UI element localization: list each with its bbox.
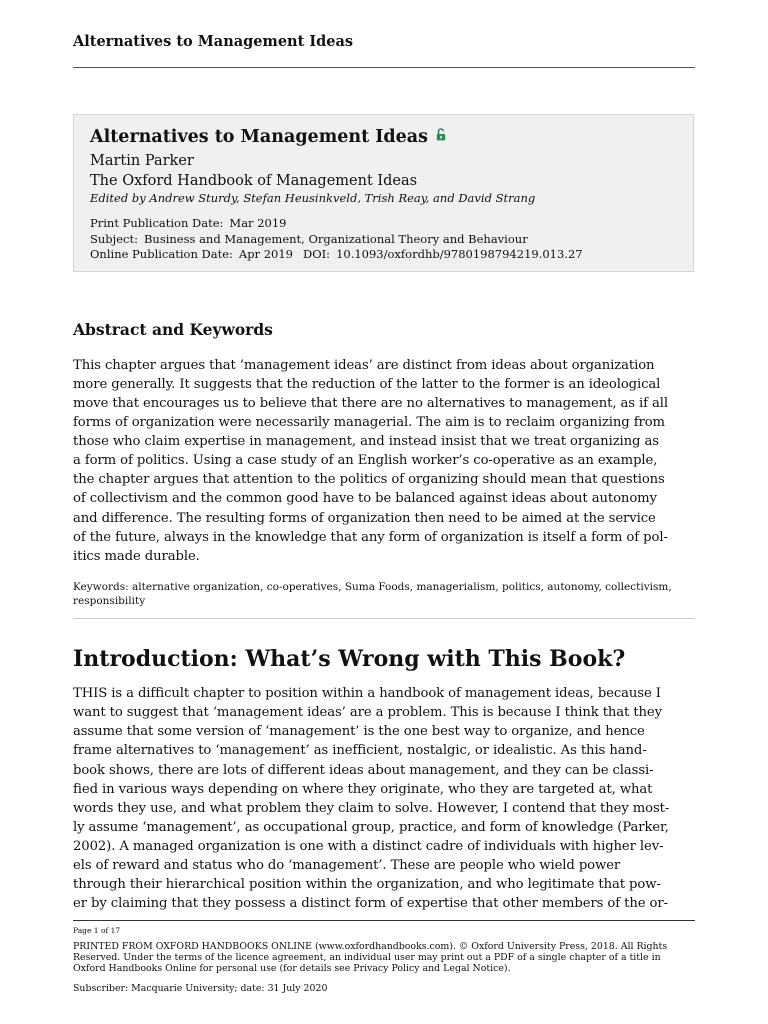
subject-line xyxy=(90,232,528,246)
body-line: want to suggest that ‘management ideas’ are a problem. This is because I think that they xyxy=(73,705,662,720)
keywords: Keywords: alternative organization, co-operatives, Suma Foods, managerialism, politics, autonomy, collectivism, responsibility xyxy=(73,581,672,607)
abstract-line: a form of politics. Using a case study of an English worker’s co-operative as an example, xyxy=(73,453,658,468)
open-lock-icon xyxy=(436,126,446,146)
abstract-line: forms of organization were necessarily managerial. The aim is to reclaim organizing from xyxy=(73,415,665,430)
book-title: The Oxford Handbook of Management Ideas xyxy=(90,173,418,189)
metadata-box xyxy=(73,114,694,272)
body-line: frame alternatives to ‘management’ as inefficient, nostalgic, or idealistic. As this hand- xyxy=(73,743,647,758)
abstract-line: more generally. It suggests that the reduction of the latter to the former is an ideological xyxy=(73,377,661,392)
body-line: er by claiming that they possess a distinct form of expertise that other members of the or- xyxy=(73,896,668,911)
doi-label: DOI: xyxy=(302,247,331,261)
running-head: Alternatives to Management Ideas xyxy=(73,33,354,50)
section-divider xyxy=(73,618,695,619)
online-date-label: Online Publication Date: xyxy=(90,247,233,261)
abstract-line: and difference. The resulting forms of organization then need to be aimed at the service xyxy=(73,511,656,526)
footer-divider xyxy=(73,920,695,921)
abstract-line: itics made durable. xyxy=(73,549,200,564)
abstract-line: of the future, always in the knowledge that any form of organization is itself a form of pol- xyxy=(73,530,668,545)
abstract-line: This chapter argues that ‘management ideas’ are distinct from ideas about organization xyxy=(73,358,655,373)
abstract-line: the chapter argues that attention to the politics of organizing should mean that questions xyxy=(73,472,665,487)
subject-label: Subject: xyxy=(90,232,138,246)
print-date-label: Print Publication Date: xyxy=(90,216,224,230)
body-line: words they use, and what problem they claim to solve. However, I contend that they most- xyxy=(73,801,670,816)
abstract-line: those who claim expertise in management, and instead insist that we treat organizing as xyxy=(73,434,659,449)
print-date-value: Mar 2019 xyxy=(229,216,287,230)
body-line: through their hierarchical position within the organization, and who legitimate that pow- xyxy=(73,877,661,892)
body-line: assume that some version of ‘management’ is the one best way to organize, and hence xyxy=(73,724,645,739)
body-line: book shows, there are lots of different ideas about management, and they can be classi- xyxy=(73,763,654,778)
author-name: Martin Parker xyxy=(90,153,194,169)
doi-value[interactable]: 10.1093/oxfordhb/9780198794219.013.27 xyxy=(336,247,583,261)
body-line: THIS is a difficult chapter to position within a handbook of management ideas, because I xyxy=(73,686,661,701)
section-heading: Introduction: What’s Wrong with This Book? xyxy=(73,646,626,672)
abstract-line: move that encourages us to believe that there are no alternatives to management, as if all xyxy=(73,396,669,411)
body-line: 2002). A managed organization is one with a distinct cadre of individuals with higher lev- xyxy=(73,839,664,854)
body-line: fied in various ways depending on where they originate, who they are targeted at, what xyxy=(73,782,653,797)
abstract-line: of collectivism and the common good have to be balanced against ideas about autonomy xyxy=(73,491,657,506)
subject-value: Business and Management, Organizational Theory and Behaviour xyxy=(143,232,528,246)
body-line: ly assume ‘management’, as occupational group, practice, and form of knowledge (Parker, xyxy=(73,820,669,835)
subscriber-line: Subscriber: Macquarie University; date: 31 July 2020 xyxy=(73,983,328,994)
online-publication-line xyxy=(90,247,583,261)
chapter-title xyxy=(90,127,446,147)
page-number: Page 1 of 17 xyxy=(73,926,121,935)
online-date-value: Apr 2019 xyxy=(238,247,293,261)
copyright-notice: PRINTED FROM OXFORD HANDBOOKS ONLINE (www.oxfordhandbooks.com). © Oxford University Press, 2018. All Rights Reserved. Under the terms of the licence agreement, an individual user may print out a PDF of a single chapter of a title in Oxford Handbooks Online for personal use (for details see Privacy Policy and Legal Notice). xyxy=(73,941,668,975)
chapter-title-text: Alternatives to Management Ideas xyxy=(90,127,428,147)
editors-line: Edited by Andrew Sturdy, Stefan Heusinkveld, Trish Reay, and David Strang xyxy=(90,191,536,205)
header-divider xyxy=(73,67,695,68)
body-line: els of reward and status who do ‘management’. These are people who wield power xyxy=(73,858,621,873)
print-publication-date xyxy=(90,216,286,230)
abstract-heading: Abstract and Keywords xyxy=(73,320,273,339)
